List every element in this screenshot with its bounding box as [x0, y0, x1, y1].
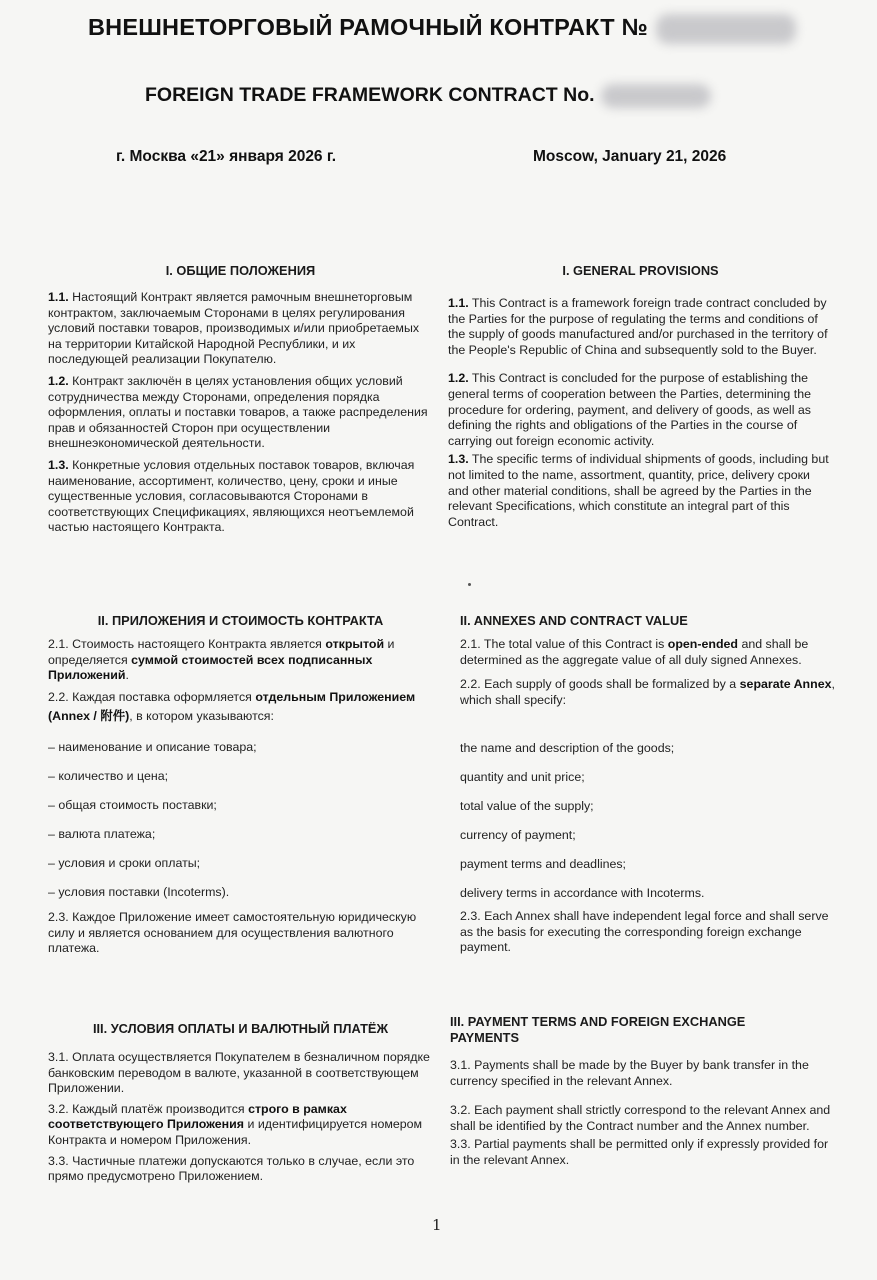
list-item-en-5: payment terms and deadlines;: [460, 857, 626, 871]
contract-title-ru: [88, 14, 796, 44]
section-2-heading-en: II. ANNEXES AND CONTRACT VALUE: [460, 613, 688, 628]
clause-text: Настоящий Контракт является рамочным внешнеторговым контрактом, заключаемым Сторонами в целях регулирования условий поставки товаров, производимых и/или приобретаемых на территории Китайской Народной Республики, и их последующей реализации Покупателю.: [48, 290, 420, 367]
text-run: 2.2. Каждая поставка оформляется: [48, 689, 256, 704]
bold-run: separate Annex: [739, 677, 832, 692]
section-1-heading-en: I. GENERAL PROVISIONS: [562, 263, 719, 278]
clause-number: 1.1.: [48, 290, 69, 304]
list-item-en-4: currency of payment;: [460, 828, 576, 842]
clause-3-1-en: 3.1. Payments shall be made by the Buyer by bank transfer in the currency specified in the relevant Annex.: [450, 1058, 809, 1088]
section-1-body-ru: [48, 290, 433, 536]
text-run: 2.1. Стоимость настоящего Контракта является: [48, 637, 326, 651]
section-3-heading-ru: III. УСЛОВИЯ ОПЛАТЫ И ВАЛЮТНЫЙ ПЛАТЁЖ: [92, 1021, 389, 1036]
text-run: and shall be determined as the aggregate value of all duly signed Annexes.: [460, 637, 809, 667]
list-item-ru-4: – валюта платежа;: [48, 827, 156, 841]
clause-1-2-en: [448, 371, 833, 449]
bold-run: суммой стоимостей всех подписанных Приложений: [48, 652, 373, 683]
clause-3-3-en: 3.3. Partial payments shall be permitted only if expressly provided for in the relevant Annex.: [450, 1137, 829, 1167]
clause-number: 1.3.: [48, 457, 69, 472]
clause-number: 1.2.: [448, 371, 469, 386]
clause-2-3-ru: 2.3. Каждое Приложение имеет самостоятельную юридическую силу и является основанием для осуществления валютного платежа.: [48, 910, 417, 956]
list-item-ru-2: – количество и цена;: [48, 769, 169, 783]
clause-2-3-en: 2.3. Each Annex shall have independent legal force and shall serve as the basis for executing the corresponding foreign exchange payment.: [460, 909, 829, 955]
contract-title-en: [145, 84, 711, 108]
clause-1-1-ru: [48, 290, 433, 368]
clause-text: This Contract is concluded for the purpose of establishing the general terms of cooperation between the Parties, determining the procedure for ordering, payment, and delivery of goods, as well as defining the rights and obligations of the Parties in the course of carrying out foreign economic activity.: [448, 371, 811, 448]
clause-3-3-ru: 3.3. Частичные платежи допускаются только в случае, если это прямо предусмотрено Приложением.: [48, 1153, 415, 1184]
clause-1-3-ru: [48, 458, 433, 536]
text-run: , which shall specify:: [460, 677, 835, 707]
list-item-en-3: total value of the supply;: [460, 799, 594, 813]
text-run: 2.2. Each supply of goods shall be formalized by a: [460, 677, 740, 692]
text-run: , в котором указываются:: [129, 708, 274, 723]
clause-2-1-ru: [48, 637, 433, 684]
scan-speck: [468, 583, 471, 586]
clause-2-2-ru: [48, 688, 433, 726]
list-item-ru-6: – условия поставки (Incoterms).: [48, 885, 230, 899]
page-number: 1: [432, 1216, 442, 1234]
list-item-en-1: the name and description of the goods;: [460, 741, 675, 755]
text-run: и определяется: [48, 637, 395, 667]
clause-text: The specific terms of individual shipments of goods, including but not limited to the name, assortment, quantity, price, delivery сроки and other material conditions, shall be agreed by the Parties in the relevant Specifications, which constitute an integral part of this Contract.: [448, 452, 829, 529]
text-run: 2.1. The total value of this Contract is: [460, 637, 668, 651]
list-item-ru-1: – наименование и описание товара;: [48, 740, 257, 754]
list-item-en-6: delivery terms in accordance with Incoterms.: [460, 886, 705, 900]
clause-number: 1.2.: [48, 373, 69, 388]
clause-text: Контракт заключён в целях установления общих условий сотрудничества между Сторонами, определения порядка оформления, оплаты и поставки товаров, а также распределения прав и обязанностей Сторон при осуществлении внешнеэкономической деятельности.: [48, 373, 428, 451]
section-1-heading-ru: I. ОБЩИЕ ПОЛОЖЕНИЯ: [165, 263, 316, 278]
clause-number: 1.1.: [448, 296, 469, 310]
section-3-body-en: [450, 1058, 835, 1169]
bold-run: открытой: [325, 637, 385, 651]
section-2-heading-ru: II. ПРИЛОЖЕНИЯ И СТОИМОСТЬ КОНТРАКТА: [97, 613, 384, 628]
text-run: 3.2. Каждый платёж производится: [48, 1101, 249, 1116]
clause-2-2-en: [460, 677, 835, 708]
redacted-contract-number-en: [601, 84, 711, 108]
section-2-body-ru: [48, 637, 433, 726]
text-run: .: [125, 668, 129, 683]
clause-1-3-en: [448, 452, 833, 530]
contract-date-ru: г. Москва «21» января 2026 г.: [116, 148, 337, 165]
section-3-body-ru: [48, 1050, 433, 1185]
clause-1-1-en: [448, 296, 833, 358]
section-3-heading-en: III. PAYMENT TERMS AND FOREIGN EXCHANGE PAYMENTS: [450, 1014, 746, 1045]
contract-date-en: Moscow, January 21, 2026: [533, 148, 727, 165]
text-run: и идентифицируется номером Контракта и номером Приложения.: [48, 1117, 423, 1147]
contract-title-ru-text: ВНЕШНЕТОРГОВЫЙ РАМОЧНЫЙ КОНТРАКТ №: [88, 14, 648, 41]
list-item-ru-3: – общая стоимость поставки;: [48, 798, 217, 812]
clause-2-1-en: [460, 637, 835, 668]
bold-run: open-ended: [667, 637, 738, 651]
clause-1-2-ru: [48, 374, 433, 452]
section-1-body-en: [448, 296, 833, 530]
redacted-contract-number-ru: [656, 14, 796, 44]
contract-title-en-text: FOREIGN TRADE FRAMEWORK CONTRACT No.: [145, 84, 595, 107]
bold-run: отдельным Приложением (Annex / 附件): [48, 689, 416, 723]
list-item-ru-5: – условия и сроки оплаты;: [48, 856, 201, 870]
clause-text: Конкретные условия отдельных поставок товаров, включая наименование, ассортимент, количество, цену, сроки и иные существенные условия, согласовываются Сторонами в соответствующих Спецификациях, являющихся неотъемлемой частью настоящего Контракта.: [48, 457, 415, 535]
clause-text: This Contract is a framework foreign trade contract concluded by the Parties for the purpose of regulating the terms and conditions of the supply of goods manufactured and/or purchased in the territory of the People's Republic of China and subsequently sold to the Buyer.: [448, 296, 828, 357]
bold-run: строго в рамках соответствующего Приложения: [48, 1101, 347, 1132]
clause-3-2-en: 3.2. Each payment shall strictly correspond to the relevant Annex and shall be identified by the Contract number and the Annex number.: [450, 1103, 831, 1133]
list-item-en-2: quantity and unit price;: [460, 770, 585, 784]
clause-3-1-ru: 3.1. Оплата осуществляется Покупателем в безналичном порядке банковским переводом в валюте, указанной в соответствующем Приложении.: [48, 1050, 430, 1096]
clause-number: 1.3.: [448, 452, 469, 467]
clause-3-2-ru: [48, 1102, 433, 1149]
section-2-body-en: [460, 637, 835, 708]
